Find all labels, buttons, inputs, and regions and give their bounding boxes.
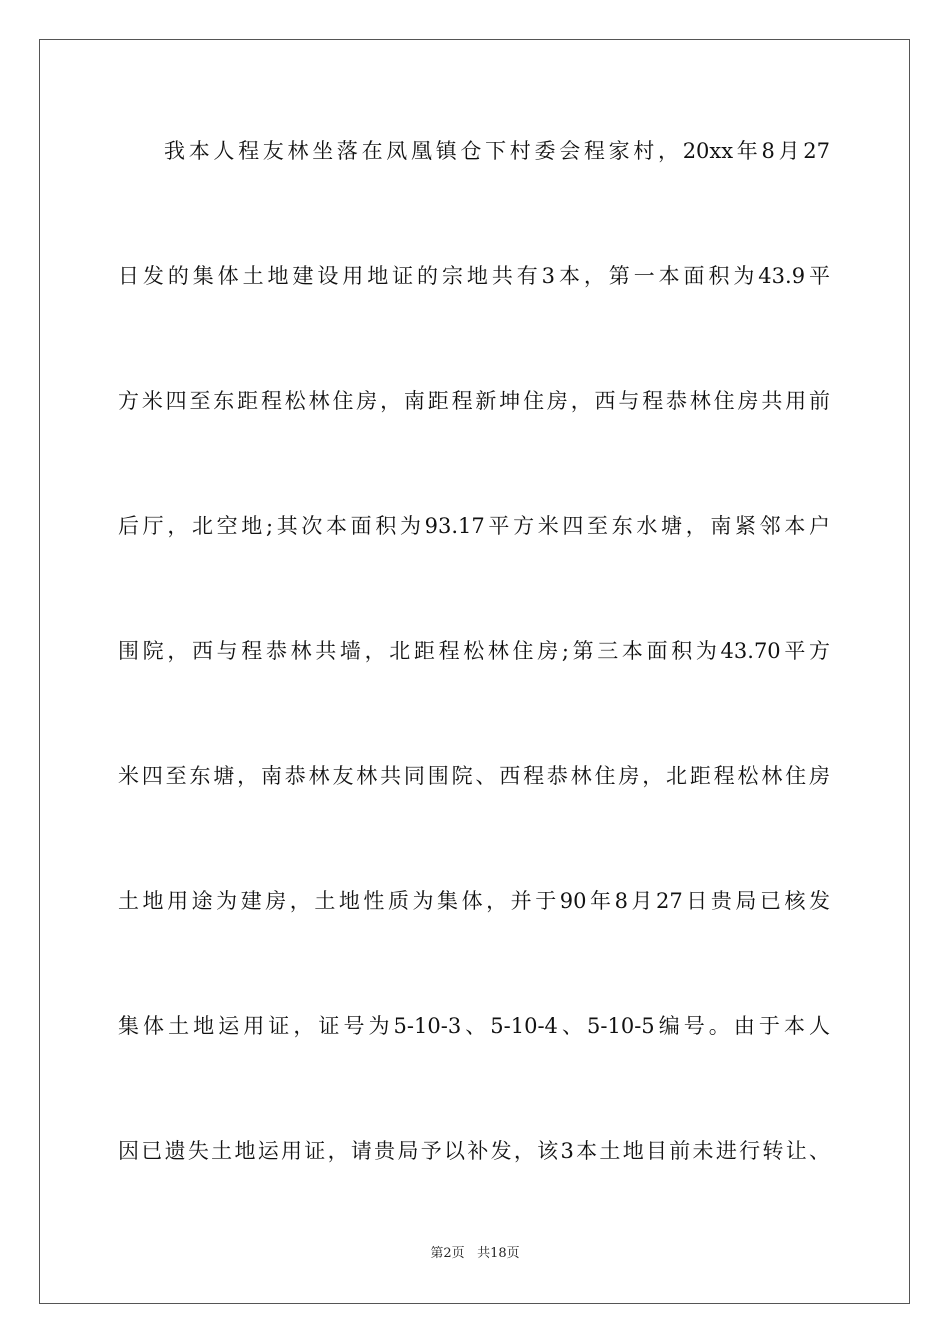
text-line: 集体土地运用证，证号为5-10-3、5-10-4、5-10-5编号。由于本人 xyxy=(118,1014,830,1038)
text-line: 围院，西与程恭林共墙，北距程松林住房;第三本面积为43.70平方 xyxy=(118,639,830,663)
page-footer xyxy=(0,1245,950,1263)
text-line: 我本人程友林坐落在凤凰镇仓下村委会程家村，20xx年8月27 xyxy=(164,139,830,163)
text-line: 因已遗失土地运用证，请贵局予以补发，该3本土地目前未进行转让、 xyxy=(118,1139,830,1163)
page-total: 共18页 xyxy=(477,1246,520,1261)
text-line: 米四至东塘，南恭林友林共同围院、西程恭林住房，北距程松林住房 xyxy=(118,764,830,788)
page-border xyxy=(39,39,910,1304)
text-line: 土地用途为建房，土地性质为集体，并于90年8月27日贵局已核发 xyxy=(118,889,830,913)
page-number: 第2页 xyxy=(430,1246,465,1261)
text-line: 日发的集体土地建设用地证的宗地共有3本，第一本面积为43.9平 xyxy=(118,264,830,288)
text-line: 后厅，北空地;其次本面积为93.17平方米四至东水塘，南紧邻本户 xyxy=(118,514,830,538)
text-line: 方米四至东距程松林住房，南距程新坤住房，西与程恭林住房共用前 xyxy=(118,389,830,413)
